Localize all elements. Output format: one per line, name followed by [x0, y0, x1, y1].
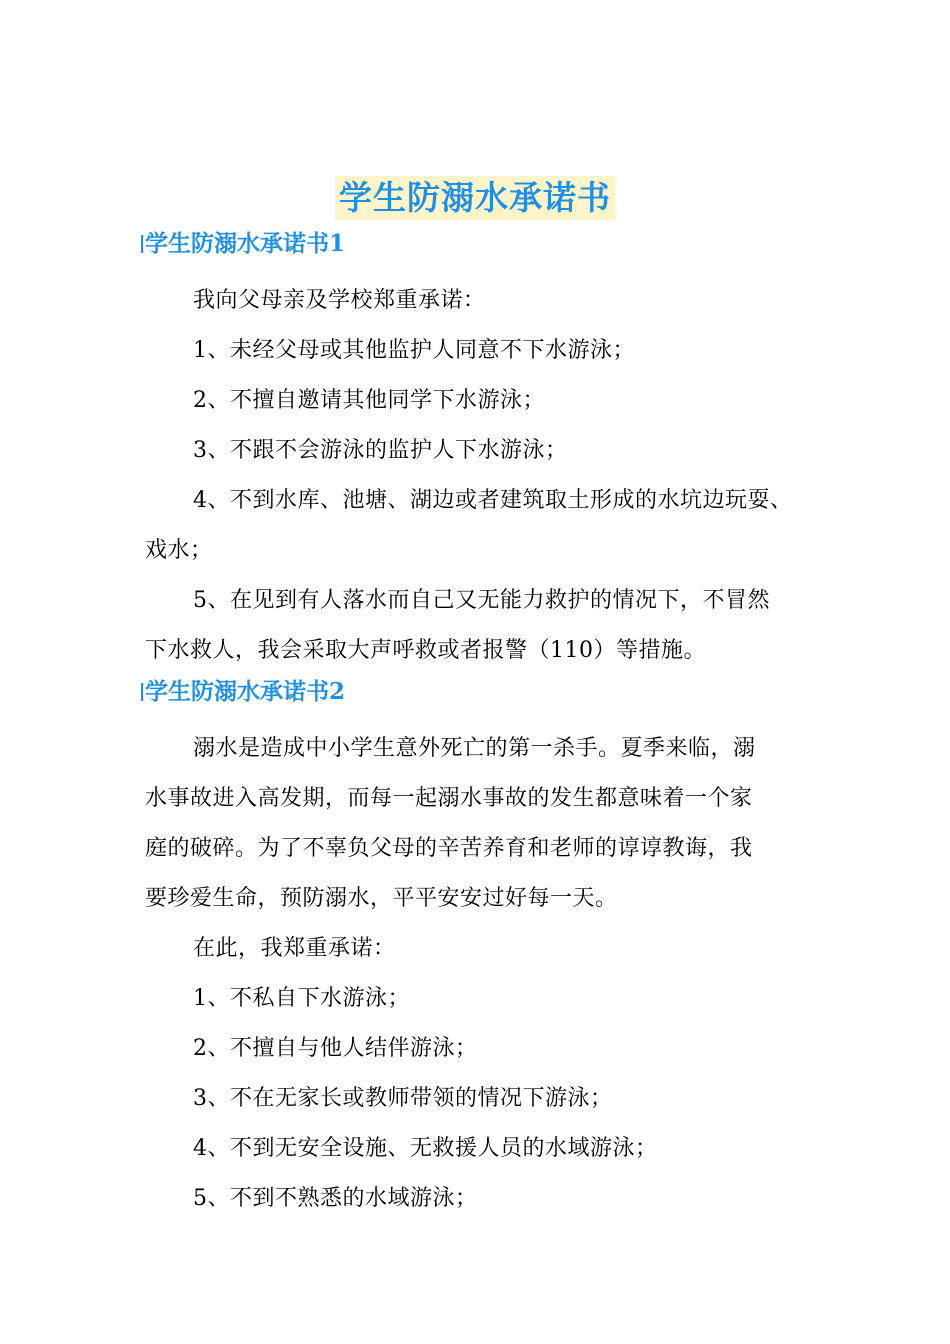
section2-paragraph-line: 溺水是造成中小学生意外死亡的第一杀手。夏季来临，溺	[193, 736, 756, 761]
section1-item-continuation: 下水救人，我会采取大声呼救或者报警（110）等措施。	[145, 638, 706, 663]
document-title-text: 学生防溺水承诺书	[335, 176, 615, 220]
section2-paragraph-line: 庭的破碎。为了不辜负父母的辛苦养育和老师的谆谆教诲，我	[145, 836, 753, 861]
section1-item: 5、在见到有人落水而自己又无能力救护的情况下，不冒然	[193, 588, 770, 613]
section2-intro: 在此，我郑重承诺：	[193, 936, 396, 961]
document-title	[0, 176, 950, 220]
section2-item: 4、不到无安全设施、无救援人员的水域游泳；	[193, 1136, 658, 1161]
section2-item: 3、不在无家长或教师带领的情况下游泳；	[193, 1086, 613, 1111]
section1-heading: 学生防溺水承诺书1	[145, 230, 346, 257]
section1-item: 3、不跟不会游泳的监护人下水游泳；	[193, 438, 568, 463]
section2-paragraph-line: 要珍爱生命，预防溺水，平平安安过好每一天。	[145, 886, 618, 911]
section1-item: 4、不到水库、池塘、湖边或者建筑取土形成的水坑边玩耍、	[193, 488, 793, 513]
section2-item: 2、不擅自与他人结伴游泳；	[193, 1036, 478, 1061]
section2-paragraph-line: 水事故进入高发期，而每一起溺水事故的发生都意味着一个家	[145, 786, 753, 811]
section1-intro: 我向父母亲及学校郑重承诺：	[193, 288, 486, 313]
section2-heading: 学生防溺水承诺书2	[145, 678, 346, 705]
section1-item: 2、不擅自邀请其他同学下水游泳；	[193, 388, 545, 413]
section2-item: 5、不到不熟悉的水域游泳；	[193, 1186, 478, 1211]
section2-item: 1、不私自下水游泳；	[193, 986, 410, 1011]
section1-item: 1、未经父母或其他监护人同意不下水游泳；	[193, 338, 635, 363]
section1-item-continuation: 戏水；	[145, 538, 213, 563]
